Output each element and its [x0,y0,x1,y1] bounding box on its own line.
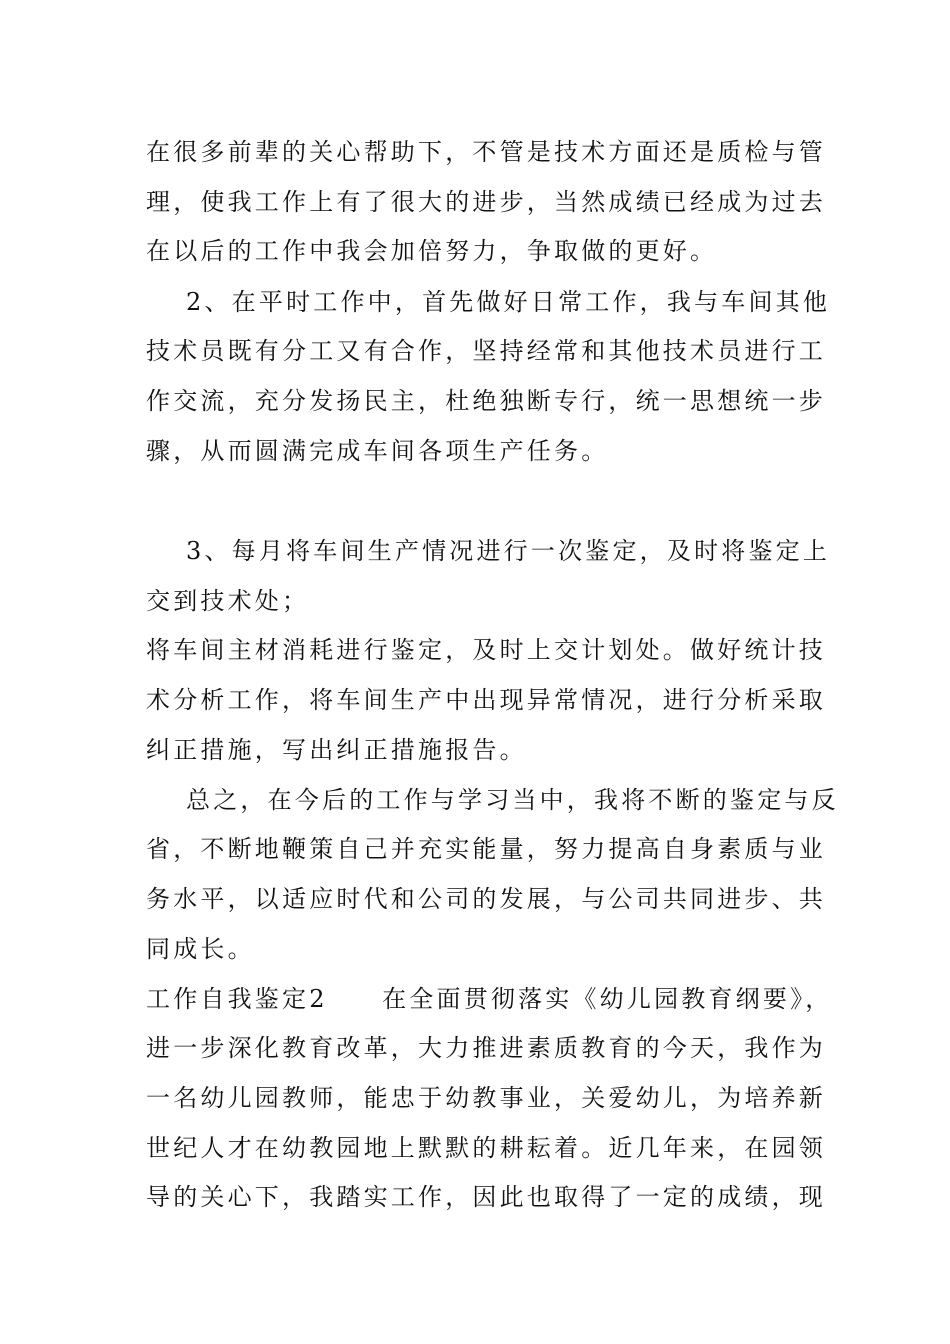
text-line: 进一步深化教育改革，大力推进素质教育的今天，我作为 [146,1034,826,1062]
text-line: 同成长。 [146,935,255,963]
text-line: 省，不断地鞭策自己并充实能量，努力提高自身素质与业 [146,835,826,863]
text-line: 2、在平时工作中，首先做好日常工作，我与车间其他 [186,288,831,316]
text-line: 工作自我鉴定2 在全面贯彻落实《幼儿园教育纲要》， [146,985,833,1013]
text-line: 3、每月将车间生产情况进行一次鉴定，及时将鉴定上 [186,537,831,565]
text-line: 总之，在今后的工作与学习当中，我将不断的鉴定与反 [186,786,839,814]
text-line: 将车间主材消耗进行鉴定，及时上交计划处。做好统计技 [146,636,826,664]
text-line: 交到技术处； [146,587,310,615]
text-line: 务水平，以适应时代和公司的发展，与公司共同进步、共 [146,885,826,913]
text-line: 导的关心下，我踏实工作，因此也取得了一定的成绩，现 [146,1183,826,1211]
text-line: 理，使我工作上有了很大的进步，当然成绩已经成为过去 [146,188,826,216]
text-line: 技术员既有分工又有合作，坚持经常和其他技术员进行工 [146,337,826,365]
text-line: 作交流，充分发扬民主，杜绝独断专行，统一思想统一步 [146,387,826,415]
text-line: 术分析工作，将车间生产中出现异常情况，进行分析采取 [146,686,826,714]
text-line: 一名幼儿园教师，能忠于幼教事业，关爱幼儿，为培养新 [146,1084,826,1112]
text-line: 在很多前辈的关心帮助下，不管是技术方面还是质检与管 [146,138,826,166]
text-line: 在以后的工作中我会加倍努力，争取做的更好。 [146,237,718,265]
text-line: 世纪人才在幼教园地上默默的耕耘着。近几年来，在园领 [146,1134,826,1162]
text-line: 骤，从而圆满完成车间各项生产任务。 [146,437,609,465]
text-line: 纠正措施，写出纠正措施报告。 [146,736,527,764]
